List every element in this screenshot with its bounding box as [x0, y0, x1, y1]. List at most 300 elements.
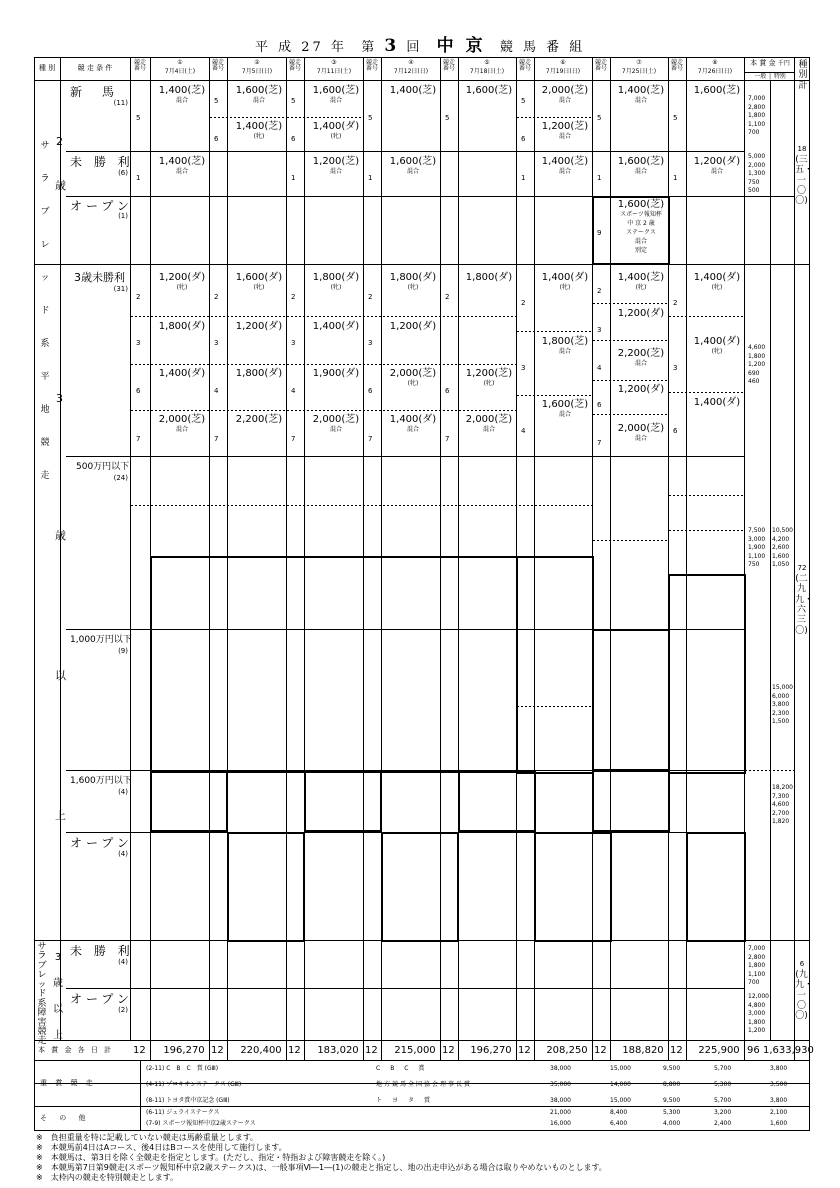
special-box: [150, 770, 228, 832]
day-prize-total: 208,250: [546, 1045, 588, 1056]
race-distance: 1,600(芝): [541, 399, 589, 410]
special-box: [516, 556, 594, 774]
age-label: 2: [56, 135, 63, 148]
race-number: 6: [597, 401, 602, 409]
race-distance: 1,200(ダ): [389, 321, 437, 332]
prize-value: 7,000: [748, 945, 766, 952]
race-condition: 混合: [634, 238, 648, 245]
race-distance: 1,400(芝): [235, 121, 283, 132]
race-distance: 1,200(芝): [541, 121, 589, 132]
race-condition: 混合: [634, 97, 648, 104]
race-distance: 1,600(芝): [389, 156, 437, 167]
race-condition: 混合: [634, 435, 648, 442]
race-condition: (牝): [330, 133, 342, 140]
race-condition: 混合: [634, 168, 648, 175]
kind-total: 72: [797, 564, 807, 572]
prize-value: 2,800: [748, 953, 766, 961]
race-condition: (牝): [330, 284, 342, 291]
condition-label: 1,000万円以下: [70, 635, 132, 645]
graded-award: ト ヨ タ 賞: [376, 1097, 433, 1104]
race-number: 2: [136, 293, 141, 301]
summary-total-count: 96: [747, 1045, 760, 1056]
race-number: 6: [136, 387, 141, 395]
other-prize: 1,600: [770, 1120, 788, 1127]
prize-value: 2,700: [772, 809, 790, 817]
condition-label: オープン: [70, 199, 133, 213]
graded-award: C B C 賞: [376, 1065, 427, 1072]
race-distance: 1,400(芝): [158, 85, 206, 96]
race-number: 4: [291, 387, 296, 395]
condition-count: (24): [113, 474, 128, 482]
graded-prize: 5,700: [714, 1065, 732, 1072]
condition-label: 1,600万円以下: [70, 776, 132, 786]
race-condition: スポーツ報知杯: [620, 211, 662, 218]
race-distance: 1,600(芝): [693, 85, 741, 96]
prize-value: 1,050: [772, 561, 790, 568]
day-prize-total: 196,270: [470, 1045, 512, 1056]
graded-prize: 15,000: [610, 1097, 631, 1104]
graded-prize: 35,000: [550, 1081, 571, 1088]
other-prize: 4,000: [663, 1120, 681, 1127]
prize-value: 10,500: [772, 527, 793, 534]
race-condition: 混合: [175, 97, 189, 104]
race-number: 5: [445, 114, 450, 122]
graded-prize: 8,800: [663, 1081, 681, 1088]
day-prize-total: 220,400: [240, 1045, 282, 1056]
other-prize: 2,100: [770, 1109, 788, 1116]
prize-value: 460: [748, 378, 760, 385]
race-distance: 2,000(芝): [617, 423, 665, 434]
special-box: [592, 629, 670, 771]
prize-value: 1,600: [772, 552, 790, 560]
race-distance: 1,600(芝): [235, 85, 283, 96]
prize-value: 1,800: [748, 352, 766, 360]
race-number: 5: [368, 114, 373, 122]
condition-label: 500万円以下: [76, 462, 130, 472]
page-title: 平 成 27 年 第 3 回 中 京 競 馬 番 組: [255, 36, 586, 56]
other-prize: 21,000: [550, 1109, 571, 1116]
day-race-count: 12: [365, 1045, 378, 1056]
day-number: ③: [331, 59, 337, 66]
race-number: 3: [291, 339, 296, 347]
prize-value: 3,000: [748, 535, 766, 543]
race-distance: 2,000(芝): [312, 414, 360, 425]
header-race-number: 競走番号: [670, 59, 683, 72]
day-number: ⑦: [636, 59, 642, 66]
condition-count: (6): [118, 169, 128, 177]
prize-value: 7,500: [748, 527, 766, 534]
prize-value: 7,300: [772, 792, 790, 800]
race-number: 1: [136, 174, 141, 182]
race-condition: 中 京 2 歳: [627, 220, 655, 227]
prize-value: 1,200: [748, 361, 766, 368]
day-date: 7月5日(日): [241, 68, 273, 75]
race-distance: 1,400(ダ): [312, 121, 360, 132]
special-box: [458, 770, 536, 832]
race-condition: 混合: [710, 168, 724, 175]
prize-value: 690: [748, 369, 760, 377]
race-number: 7: [597, 439, 602, 447]
race-distance: 1,200(ダ): [235, 321, 283, 332]
race-condition: 混合: [329, 97, 343, 104]
race-distance: 2,000(芝): [158, 414, 206, 425]
race-distance: 1,400(芝): [158, 156, 206, 167]
header-race-number: 競走番号: [211, 59, 224, 72]
race-distance: 1,400(ダ): [541, 272, 589, 283]
race-distance: 1,900(ダ): [312, 368, 360, 379]
race-distance: 1,800(ダ): [389, 272, 437, 283]
race-number: 2: [214, 293, 219, 301]
prize-value: 2,300: [772, 709, 790, 717]
prize-value: 2,800: [748, 103, 766, 111]
race-distance: 1,200(ダ): [693, 156, 741, 167]
special-box: [686, 832, 746, 942]
race-condition: 混合: [634, 360, 648, 367]
race-number: 6: [291, 135, 296, 143]
race-condition: (牝): [176, 284, 188, 291]
day-date: 7月12日(日): [393, 68, 429, 75]
prize-value: 1,100: [748, 120, 766, 128]
race-condition: (牝): [407, 380, 419, 387]
kind-total: 6: [799, 960, 805, 968]
race-number: 2: [673, 299, 678, 307]
special-box: [592, 770, 670, 832]
race-distance: 2,200(芝): [235, 414, 283, 425]
prize-value: 750: [748, 561, 760, 568]
day-date: 7月25日(土): [621, 68, 657, 75]
special-box: [227, 832, 305, 942]
age-label: 上: [55, 809, 66, 822]
day-number: ④: [408, 59, 414, 66]
graded-race: (2-11) C B C 賞 (GⅢ): [146, 1065, 219, 1072]
race-number: 3: [673, 364, 678, 372]
race-number: 2: [597, 287, 602, 295]
graded-prize: 3,500: [770, 1081, 788, 1088]
race-distance: 2,200(芝): [617, 348, 665, 359]
race-distance: 1,400(芝): [617, 272, 665, 283]
race-distance: 1,200(芝): [465, 368, 513, 379]
header-race-number: 競走番号: [365, 59, 378, 72]
prize-value: 3,800: [772, 701, 790, 708]
age-label: 3: [56, 392, 63, 405]
race-number: 2: [291, 293, 296, 301]
prize-value: 1,800: [748, 962, 766, 969]
race-condition: 混合: [558, 97, 572, 104]
race-number: 1: [597, 174, 602, 182]
age-label: 歳: [55, 179, 66, 192]
other-race: (6-11) ジュライステークス: [146, 1109, 220, 1116]
prize-value: 750: [748, 178, 760, 186]
race-distance: 1,400(ダ): [312, 321, 360, 332]
day-date: 7月11日(土): [316, 68, 352, 75]
other-prize: 5,300: [663, 1109, 681, 1116]
prize-value: 5,000: [748, 153, 766, 160]
prize-value: 1,900: [748, 544, 766, 551]
prize-value: 12,000: [748, 993, 769, 1000]
prize-value: 6,000: [772, 692, 790, 700]
race-distance: 1,400(芝): [389, 85, 437, 96]
prize-value: 4,600: [772, 801, 790, 808]
condition-label: 新 馬: [70, 85, 119, 99]
race-number: 6: [445, 387, 450, 395]
graded-race: (8-11) トヨタ賞中京記念 (GⅢ): [146, 1097, 230, 1104]
race-number: 5: [673, 114, 678, 122]
race-number: 5: [214, 97, 219, 105]
prize-value: 2,000: [748, 161, 766, 169]
race-number: 5: [521, 97, 526, 105]
jump-kind-label: サラブレッド系障害競走: [37, 942, 47, 1047]
race-distance: 1,200(芝): [312, 156, 360, 167]
graded-prize: 14,000: [610, 1081, 631, 1088]
condition-label: 未 勝 利: [70, 944, 134, 958]
footnote: ※ 本競馬第7日第9競走(スポーツ報知杯中京2歳ステークス)は、一般事項Ⅵ―1―(1)の競走と指定し、地の出走申込がある場合は取りやめないものとします。: [36, 1163, 607, 1172]
graded-prize: 5,700: [714, 1097, 732, 1104]
race-distance: 1,600(芝): [465, 85, 513, 96]
prize-value: 4,200: [772, 535, 790, 543]
condition-count: (31): [113, 285, 128, 293]
condition-label: オープン: [70, 836, 133, 850]
race-condition: 混合: [175, 168, 189, 175]
jump-age-label: 3 歳 以 上: [53, 952, 63, 1041]
race-number: 3: [521, 364, 526, 372]
header-conditions: 競 走 条 件: [77, 64, 113, 72]
kind-total-amount: (二九九・六三〇): [795, 574, 814, 636]
race-distance: 1,400(ダ): [693, 336, 741, 347]
special-box: [534, 832, 612, 942]
race-distance: 2,000(芝): [465, 414, 513, 425]
race-condition: 混合: [558, 411, 572, 418]
age-label: 歳: [55, 529, 66, 542]
race-number: 6: [521, 135, 526, 143]
prize-value: 15,000: [772, 684, 793, 691]
footnote: ※ 本競馬前4日はAコース、後4日はBコースを使用して施行します。: [36, 1143, 287, 1152]
race-distance: 1,600(芝): [312, 85, 360, 96]
prize-value: 700: [748, 129, 760, 136]
other-prize: 3,200: [714, 1109, 732, 1116]
race-number: 6: [673, 427, 678, 435]
race-condition: (牝): [483, 380, 495, 387]
race-distance: 1,800(芝): [541, 336, 589, 347]
prize-value: 2,600: [772, 544, 790, 551]
kind-total: 18: [797, 145, 807, 153]
race-condition: 混合: [329, 426, 343, 433]
prize-value: 1,100: [748, 552, 766, 560]
race-number: 6: [368, 387, 373, 395]
race-distance: 1,400(芝): [541, 156, 589, 167]
condition-count: (4): [118, 788, 128, 796]
prize-value: 1,820: [772, 818, 790, 825]
day-number: ⑤: [484, 59, 490, 66]
race-distance: 1,200(ダ): [617, 308, 665, 319]
condition-count: (1): [118, 212, 128, 220]
age-label: 以: [55, 669, 66, 682]
kind-total-amount: (九九・一〇〇): [795, 970, 814, 1022]
header-race-number: 競走番号: [442, 59, 455, 72]
day-date: 7月18日(土): [469, 68, 505, 75]
race-condition: ステークス: [626, 229, 656, 236]
day-race-count: 12: [211, 1045, 224, 1056]
race-condition: 別定: [634, 247, 648, 254]
footnote: ※ 負担重量を特に記載していない競走は馬齢重量とします。: [36, 1133, 259, 1142]
race-number: 2: [368, 293, 373, 301]
race-condition: 混合: [175, 426, 189, 433]
prize-value: 4,600: [748, 344, 766, 351]
race-number: 1: [521, 174, 526, 182]
prize-value: 1,300: [748, 170, 766, 177]
special-box: [304, 770, 382, 832]
footnote: ※ 本競馬は、第3日を除く全競走を指定とします。(ただし、指定・特指および障害競走を除く。): [36, 1153, 386, 1162]
race-distance: 1,400(ダ): [158, 368, 206, 379]
race-distance: 1,600(ダ): [235, 272, 283, 283]
day-prize-total: 196,270: [163, 1045, 205, 1056]
race-distance: 1,800(ダ): [235, 368, 283, 379]
race-number: 6: [214, 135, 219, 143]
header-prize: 本 賞 金 千円: [750, 59, 790, 67]
prize-value: 18,200: [772, 784, 793, 791]
condition-count: (11): [113, 99, 128, 107]
day-number: ①: [177, 59, 183, 66]
day-prize-total: 225,900: [698, 1045, 740, 1056]
header-total: 種別計: [798, 60, 808, 91]
prize-value: 1,800: [748, 1018, 766, 1026]
prize-value: 1,100: [748, 970, 766, 978]
prize-value: 700: [748, 979, 760, 986]
race-number: 7: [214, 435, 219, 443]
race-condition: 混合: [558, 133, 572, 140]
race-distance: 1,800(ダ): [312, 272, 360, 283]
prize-value: 1,500: [772, 718, 790, 725]
prize-value: 500: [748, 187, 760, 194]
day-number: ⑥: [560, 59, 566, 66]
header-race-number: 競走番号: [288, 59, 301, 72]
race-number: 4: [214, 387, 219, 395]
race-condition: (牝): [559, 284, 571, 291]
day-number: ②: [254, 59, 260, 66]
race-number: 5: [597, 114, 602, 122]
condition-count: (9): [118, 647, 128, 655]
header-prize-sub: 一般 │ 特別: [754, 73, 786, 80]
race-distance: 1,600(芝): [617, 199, 665, 210]
race-condition: 混合: [558, 348, 572, 355]
race-number: 1: [291, 174, 296, 182]
race-condition: (牝): [407, 284, 419, 291]
header-race-number: 競走番号: [594, 59, 607, 72]
day-prize-total: 188,820: [622, 1045, 664, 1056]
header-race-number: 競走番号: [518, 59, 531, 72]
race-condition: 混合: [329, 168, 343, 175]
race-condition: (牝): [711, 284, 723, 291]
prize-value: 4,800: [748, 1001, 766, 1009]
race-distance: 1,400(ダ): [693, 397, 741, 408]
race-condition: 混合: [558, 168, 572, 175]
day-race-count: 12: [594, 1045, 607, 1056]
summary-total-amount: 1,633,930: [763, 1045, 814, 1056]
day-race-count: 12: [133, 1045, 146, 1056]
day-race-count: 12: [670, 1045, 683, 1056]
race-number: 3: [214, 339, 219, 347]
day-race-count: 12: [288, 1045, 301, 1056]
race-number: 4: [597, 364, 602, 372]
race-number: 7: [136, 435, 141, 443]
day-date: 7月4日(土): [164, 68, 196, 75]
race-condition: 混合: [482, 426, 496, 433]
race-distance: 1,400(ダ): [693, 272, 741, 283]
race-condition: 混合: [406, 168, 420, 175]
race-distance: 1,400(芝): [617, 85, 665, 96]
day-race-count: 12: [442, 1045, 455, 1056]
graded-prize: 3,800: [770, 1097, 788, 1104]
prize-value: 7,000: [748, 95, 766, 102]
graded-prize: 15,000: [610, 1065, 631, 1072]
graded-prize: 5,300: [714, 1081, 732, 1088]
race-condition: 混合: [252, 97, 266, 104]
race-condition: 混合: [406, 426, 420, 433]
race-condition: (牝): [711, 348, 723, 355]
header-race-number: 競走番号: [133, 59, 146, 72]
race-number: 3: [136, 339, 141, 347]
race-distance: 1,600(芝): [617, 156, 665, 167]
footnote: ※ 太枠内の競走を特別競走とします。: [36, 1173, 179, 1182]
race-distance: 1,200(ダ): [617, 384, 665, 395]
day-race-count: 12: [518, 1045, 531, 1056]
day-prize-total: 183,020: [317, 1045, 359, 1056]
condition-label: 未 勝 利: [70, 155, 134, 169]
graded-prize: 9,500: [663, 1097, 681, 1104]
summary-label: 本 賞 金 各 日 計: [38, 1046, 114, 1054]
race-number: 9: [597, 229, 602, 237]
race-number: 5: [291, 97, 296, 105]
special-box: [668, 574, 746, 774]
graded-race: (4-11) プロキオンステークス (GⅢ): [146, 1081, 242, 1088]
race-number: 3: [597, 326, 602, 334]
day-date: 7月26日(日): [697, 68, 733, 75]
header-kind: 種 別: [38, 64, 56, 72]
condition-label: オープン: [70, 992, 133, 1006]
graded-label: 重 賞 競 走: [40, 1079, 96, 1087]
race-condition: (牝): [253, 284, 265, 291]
day-number: ⑧: [712, 59, 718, 66]
race-number: 2: [521, 299, 526, 307]
race-distance: 2,000(芝): [389, 368, 437, 379]
race-distance: 1,400(ダ): [389, 414, 437, 425]
day-date: 7月19日(日): [545, 68, 581, 75]
race-number: 7: [368, 435, 373, 443]
other-prize: 2,400: [714, 1120, 732, 1127]
kind-total-amount: (三五・一〇〇): [795, 155, 814, 207]
graded-prize: 9,500: [663, 1065, 681, 1072]
prize-value: 1,800: [748, 112, 766, 119]
other-prize: 16,000: [550, 1120, 571, 1127]
race-number: 1: [673, 174, 678, 182]
special-box: [150, 556, 518, 773]
race-distance: 2,000(芝): [541, 85, 589, 96]
race-distance: 1,800(ダ): [465, 272, 513, 283]
graded-prize: 38,000: [550, 1097, 571, 1104]
prize-value: 1,200: [748, 1027, 766, 1034]
condition-count: (4): [118, 850, 128, 858]
graded-award: 地方競馬全国協会理事長賞: [376, 1081, 473, 1088]
other-race: (7-9) スポーツ報知杯中京2歳ステークス: [146, 1120, 256, 1127]
race-number: 5: [136, 114, 141, 122]
special-box: [381, 832, 459, 942]
other-prize: 6,400: [610, 1120, 628, 1127]
condition-count: (2): [118, 1006, 128, 1014]
graded-prize: 38,000: [550, 1065, 571, 1072]
race-number: 2: [445, 293, 450, 301]
day-prize-total: 215,000: [394, 1045, 436, 1056]
race-number: 4: [521, 427, 526, 435]
race-number: 1: [368, 174, 373, 182]
